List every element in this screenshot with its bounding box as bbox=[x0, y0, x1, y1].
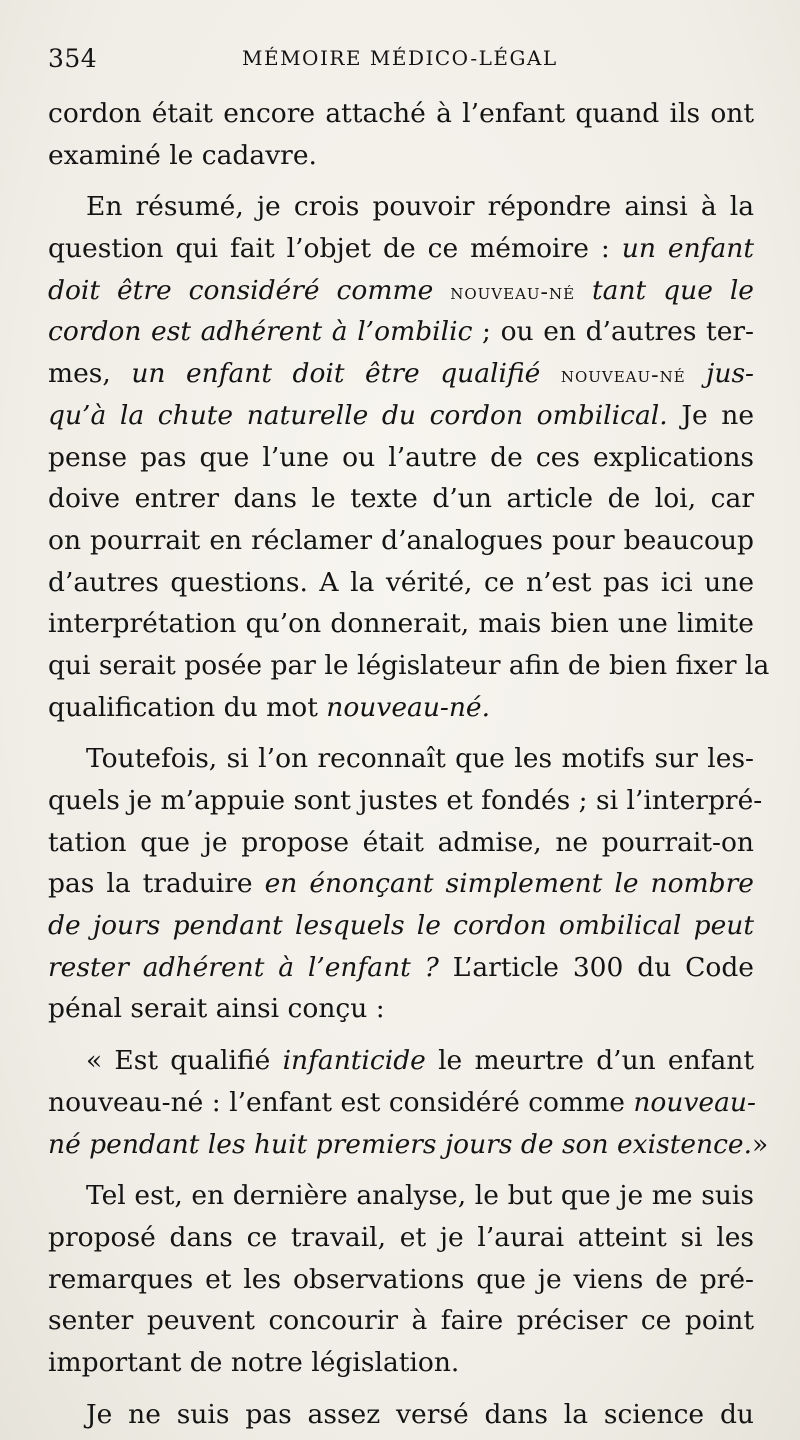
text-run: Tel est, en dernière analyse, le but que je me suis bbox=[86, 1180, 754, 1212]
text-run: tation que je propose était admise, ne pourrait-on bbox=[48, 826, 754, 858]
running-head: MÉMOIRE MÉDICO-LÉGAL bbox=[242, 46, 558, 70]
text-run: mes, bbox=[48, 358, 132, 390]
text-line bbox=[48, 687, 754, 729]
text-line bbox=[48, 1040, 754, 1082]
text-run: né pendant les huit premiers jours de son existence. bbox=[48, 1128, 753, 1160]
text-run: nouveau-né : l’enfant est considéré comme bbox=[48, 1086, 634, 1118]
text-run: proposé dans ce travail, et je l’aurai atteint si les bbox=[48, 1221, 754, 1253]
text-line bbox=[48, 1175, 754, 1217]
text-run: le meurtre d’un enfant bbox=[425, 1045, 754, 1077]
text-run: En résumé, je crois pouvoir répondre ainsi à la bbox=[86, 191, 754, 223]
text-run: nouveau- bbox=[633, 1086, 756, 1118]
text-line bbox=[48, 603, 754, 645]
text-run: infanticide bbox=[282, 1045, 426, 1077]
text-run: pense pas que l’une ou l’autre de ces explications bbox=[48, 441, 754, 473]
text-line bbox=[48, 353, 754, 395]
text-run: Toutefois, si l’on reconnaît que les motifs sur les- bbox=[86, 743, 754, 775]
text-run: doive entrer dans le texte d’un article de loi, car bbox=[48, 483, 754, 515]
text-line bbox=[48, 1300, 754, 1342]
page-header bbox=[48, 44, 752, 78]
text-line bbox=[48, 738, 754, 780]
paragraph-gap bbox=[48, 176, 754, 186]
text-run: ; ou en d’autres ter- bbox=[472, 316, 755, 348]
text-run: en énonçant simplement le nombre bbox=[264, 868, 754, 900]
text-run: senter peuvent concourir à faire préciser ce point bbox=[48, 1305, 754, 1337]
text-line bbox=[48, 1259, 754, 1301]
text-run: de jours pendant lesquels le cordon ombilical peut bbox=[48, 910, 754, 942]
text-run: quels je m’appuie sont justes et fondés ; si l’interpré- bbox=[48, 785, 763, 816]
text-run: L’article 300 du Code bbox=[438, 951, 754, 983]
text-run: Je ne suis pas assez versé dans la science du bbox=[86, 1398, 754, 1430]
text-line bbox=[48, 780, 763, 822]
text-line bbox=[48, 437, 754, 479]
text-line bbox=[48, 947, 754, 989]
text-run: rester adhérent à l’enfant ? bbox=[48, 951, 439, 983]
text-run: qualification du mot bbox=[48, 691, 327, 723]
text-run: examiné le cadavre. bbox=[48, 139, 317, 171]
text-run: « Est qualifié bbox=[86, 1045, 283, 1077]
paragraph-gap bbox=[48, 1030, 754, 1040]
text-line bbox=[48, 228, 754, 270]
text-run: cordon est adhérent à l’ombilic bbox=[48, 316, 473, 348]
text-line bbox=[48, 1217, 754, 1259]
text-run: jus- bbox=[685, 358, 754, 390]
text-run: interprétation qu’on donnerait, mais bien une limite bbox=[48, 608, 754, 640]
text-run: pas la traduire bbox=[48, 868, 265, 900]
text-line bbox=[48, 645, 770, 687]
text-run: nouveau-né. bbox=[326, 691, 491, 723]
text-run: un enfant bbox=[621, 233, 754, 265]
text-line bbox=[48, 478, 754, 520]
text-run: remarques et les observations que je viens de pré- bbox=[48, 1263, 754, 1295]
text-run: cordon était encore attaché à l’enfant quand ils ont bbox=[48, 98, 754, 129]
text-run: d’autres questions. A la vérité, ce n’est pas ici une bbox=[48, 566, 754, 598]
text-line bbox=[48, 822, 754, 864]
text-line bbox=[48, 395, 754, 437]
text-run: important de notre législation. bbox=[48, 1346, 460, 1378]
text-line bbox=[48, 1394, 754, 1436]
text-line bbox=[48, 905, 754, 947]
paragraph-gap bbox=[48, 1384, 754, 1394]
text-run: nouveau-né bbox=[560, 363, 686, 389]
text-line bbox=[48, 186, 754, 228]
text-run: Je ne bbox=[667, 399, 755, 431]
text-run: tant que le bbox=[575, 274, 754, 306]
text-line bbox=[48, 1082, 754, 1124]
text-run: pénal serait ainsi conçu : bbox=[48, 993, 385, 1025]
text-run: on pourrait en réclamer d’analogues pour beaucoup bbox=[48, 524, 754, 556]
text-line bbox=[48, 311, 754, 353]
text-run: doit être considéré comme bbox=[48, 274, 451, 306]
paragraph-gap bbox=[48, 1165, 754, 1175]
text-run: nouveau-né bbox=[450, 279, 576, 305]
text-line bbox=[48, 270, 754, 312]
text-line bbox=[48, 988, 754, 1030]
paragraph-gap bbox=[48, 728, 754, 738]
text-run: qu’à la chute naturelle du cordon ombilical. bbox=[48, 399, 668, 431]
text-line bbox=[48, 93, 754, 135]
text-run: un enfant doit être qualifié bbox=[131, 358, 561, 390]
page-number: 354 bbox=[48, 44, 98, 73]
text-line bbox=[48, 1124, 769, 1166]
text-line bbox=[48, 562, 754, 604]
text-run: question qui fait l’objet de ce mémoire : bbox=[48, 233, 622, 265]
text-line bbox=[48, 1342, 754, 1384]
text-line bbox=[48, 863, 754, 905]
text-run: qui serait posée par le législateur afin de bien fixer la bbox=[48, 649, 770, 681]
text-line bbox=[48, 520, 754, 562]
body-text bbox=[48, 93, 770, 1435]
text-run: » bbox=[752, 1128, 769, 1160]
text-line bbox=[48, 135, 754, 177]
